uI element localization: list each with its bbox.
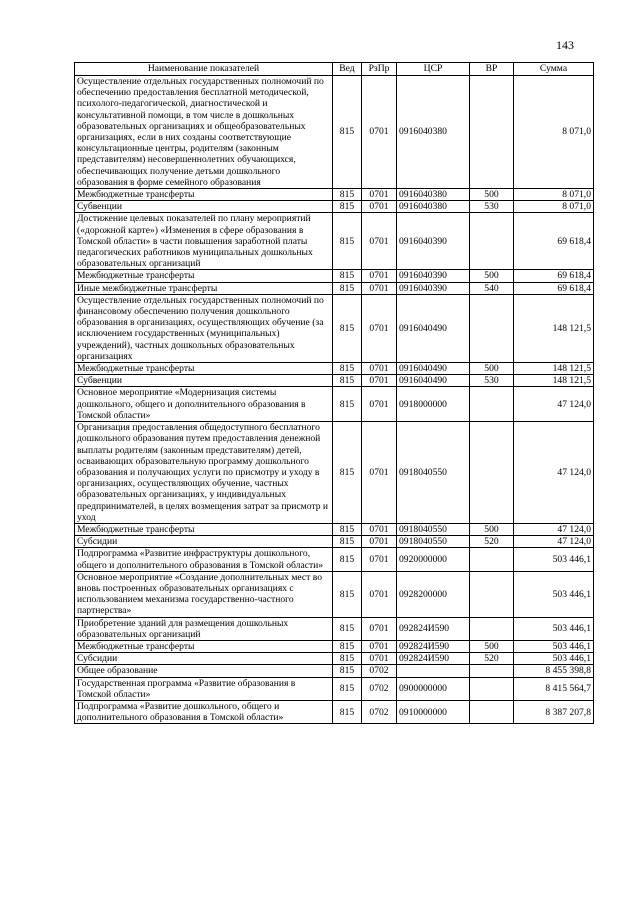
csr-cell: 0928200000 [397,571,470,617]
rzpr-cell: 0701 [362,571,397,617]
csr-cell: 0916040390 [397,282,470,294]
vr-cell: 500 [470,363,514,375]
table-row [75,375,594,387]
csr-cell: 0900000000 [397,677,470,700]
vr-cell: 520 [470,653,514,665]
vr-cell: 530 [470,375,514,387]
vr-cell: 530 [470,201,514,213]
csr-cell: 0916040490 [397,363,470,375]
table-header-row [75,63,594,76]
table-body [75,76,594,724]
sum-cell: 503 446,1 [514,571,594,617]
name-cell: Общее образование [75,665,333,677]
table-row [75,294,594,362]
ved-cell: 815 [333,76,362,189]
ved-cell: 815 [333,282,362,294]
name-cell: Субсидии [75,653,333,665]
vr-cell: 540 [470,282,514,294]
csr-cell: 0920000000 [397,548,470,571]
sum-cell: 148 121,5 [514,375,594,387]
sum-cell: 8 387 207,8 [514,700,594,723]
vr-cell [470,422,514,524]
rzpr-cell: 0701 [362,653,397,665]
sum-cell: 69 618,4 [514,270,594,282]
sum-cell: 148 121,5 [514,363,594,375]
rzpr-cell: 0701 [362,536,397,548]
sum-cell: 503 446,1 [514,617,594,640]
vr-cell [470,665,514,677]
rzpr-cell: 0701 [362,76,397,189]
table-row [75,653,594,665]
table-row [75,640,594,652]
csr-cell: 0918000000 [397,387,470,422]
header-name: Наименование показателей [75,63,333,76]
rzpr-cell: 0701 [362,617,397,640]
table-row [75,617,594,640]
sum-cell: 47 124,0 [514,387,594,422]
rzpr-cell: 0701 [362,375,397,387]
sum-cell: 69 618,4 [514,282,594,294]
rzpr-cell: 0702 [362,700,397,723]
table-row [75,213,594,270]
csr-cell: 0916040490 [397,294,470,362]
name-cell: Межбюджетные трансферты [75,270,333,282]
rzpr-cell: 0701 [362,282,397,294]
rzpr-cell: 0701 [362,363,397,375]
name-cell: Субсидии [75,536,333,548]
ved-cell: 815 [333,571,362,617]
table-row [75,571,594,617]
vr-cell [470,387,514,422]
name-cell: Подпрограмма «Развитие инфраструктуры дошкольного, общего и дополнительного образования в Томской области» [75,548,333,571]
header-csr: ЦСР [397,63,470,76]
vr-cell [470,76,514,189]
sum-cell: 148 121,5 [514,294,594,362]
name-cell: Межбюджетные трансферты [75,363,333,375]
rzpr-cell: 0701 [362,270,397,282]
budget-table [74,62,594,724]
name-cell: Межбюджетные трансферты [75,189,333,201]
table-row [75,76,594,189]
rzpr-cell: 0701 [362,213,397,270]
sum-cell: 503 446,1 [514,548,594,571]
ved-cell: 815 [333,375,362,387]
csr-cell: 0916040380 [397,76,470,189]
sum-cell: 8 415 564,7 [514,677,594,700]
name-cell: Субвенции [75,375,333,387]
csr-cell: 0918040550 [397,523,470,535]
name-cell: Субвенции [75,201,333,213]
header-ved: Вед [333,63,362,76]
table-row [75,201,594,213]
rzpr-cell: 0701 [362,387,397,422]
table-row [75,270,594,282]
ved-cell: 815 [333,653,362,665]
header-vr: ВР [470,63,514,76]
table-row [75,677,594,700]
sum-cell: 8 071,0 [514,201,594,213]
table-row [75,523,594,535]
ved-cell: 815 [333,363,362,375]
sum-cell: 503 446,1 [514,640,594,652]
rzpr-cell: 0701 [362,189,397,201]
ved-cell: 815 [333,270,362,282]
vr-cell [470,677,514,700]
ved-cell: 815 [333,422,362,524]
page-number: 143 [556,38,574,52]
csr-cell: 092824И590 [397,640,470,652]
table-row [75,363,594,375]
vr-cell [470,213,514,270]
ved-cell: 815 [333,201,362,213]
csr-cell [397,665,470,677]
rzpr-cell: 0702 [362,665,397,677]
name-cell: Основное мероприятие «Модернизация системы дошкольного, общего и дополнительного образования в Томской области» [75,387,333,422]
name-cell: Основное мероприятие «Создание дополнительных мест во вновь построенных образовательных организациях с использованием механизма государственно-частного партнерства» [75,571,333,617]
rzpr-cell: 0701 [362,294,397,362]
rzpr-cell: 0701 [362,201,397,213]
ved-cell: 815 [333,617,362,640]
vr-cell: 500 [470,270,514,282]
name-cell: Государственная программа «Развитие образования в Томской области» [75,677,333,700]
csr-cell: 092824И590 [397,653,470,665]
vr-cell [470,571,514,617]
ved-cell: 815 [333,387,362,422]
vr-cell: 500 [470,189,514,201]
sum-cell: 47 124,0 [514,536,594,548]
ved-cell: 815 [333,665,362,677]
sum-cell: 8 071,0 [514,76,594,189]
rzpr-cell: 0702 [362,677,397,700]
sum-cell: 47 124,0 [514,523,594,535]
vr-cell [470,294,514,362]
table-row [75,536,594,548]
name-cell: Приобретение зданий для размещения дошкольных образовательных организаций [75,617,333,640]
table-row [75,548,594,571]
rzpr-cell: 0701 [362,548,397,571]
rzpr-cell: 0701 [362,523,397,535]
csr-cell: 0910000000 [397,700,470,723]
rzpr-cell: 0701 [362,422,397,524]
ved-cell: 815 [333,294,362,362]
ved-cell: 815 [333,640,362,652]
name-cell: Подпрограмма «Развитие дошкольного, общего и дополнительного образования в Томской области» [75,700,333,723]
rzpr-cell: 0701 [362,640,397,652]
vr-cell [470,548,514,571]
sum-cell: 8 455 398,8 [514,665,594,677]
table-row [75,282,594,294]
table-row [75,387,594,422]
ved-cell: 815 [333,213,362,270]
table-row [75,700,594,723]
name-cell: Межбюджетные трансферты [75,523,333,535]
name-cell: Иные межбюджетные трансферты [75,282,333,294]
ved-cell: 815 [333,677,362,700]
name-cell: Осуществление отдельных государственных полномочий по обеспечению предоставления бесплатной методической, психолого-педагогической, диагностической и консультативной помощи, в том числе в дошкольных образовательных организациях и общеобразовательных организациях, если в них созданы соответствующие консультационные центры, родителям (законным представителям) несовершеннолетних обучающихся, обеспечивающих получение детьми дошкольного образования в форме семейного образования [75,76,333,189]
vr-cell [470,700,514,723]
table-row [75,422,594,524]
csr-cell: 0916040380 [397,201,470,213]
table-row [75,665,594,677]
ved-cell: 815 [333,700,362,723]
ved-cell: 815 [333,548,362,571]
csr-cell: 0916040390 [397,270,470,282]
csr-cell: 0916040380 [397,189,470,201]
csr-cell: 0918040550 [397,536,470,548]
header-sum: Сумма [514,63,594,76]
sum-cell: 69 618,4 [514,213,594,270]
name-cell: Осуществление отдельных государственных полномочий по финансовому обеспечению получения дошкольного образования в организациях, осуществляющих обучение (за исключением государственных (муниципальных) учреждений), частных дошкольных образовательных организациях [75,294,333,362]
vr-cell: 500 [470,523,514,535]
sum-cell: 8 071,0 [514,189,594,201]
csr-cell: 0916040390 [397,213,470,270]
ved-cell: 815 [333,523,362,535]
table-row [75,189,594,201]
sum-cell: 47 124,0 [514,422,594,524]
csr-cell: 0918040550 [397,422,470,524]
ved-cell: 815 [333,189,362,201]
name-cell: Достижение целевых показателей по плану мероприятий («дорожной карте») «Изменения в сфере образования в Томской области» в части повышения заработной платы педагогических работников муниципальных дошкольных образовательных организаций [75,213,333,270]
vr-cell: 520 [470,536,514,548]
vr-cell: 500 [470,640,514,652]
sum-cell: 503 446,1 [514,653,594,665]
vr-cell [470,617,514,640]
name-cell: Межбюджетные трансферты [75,640,333,652]
header-rzpr: РзПр [362,63,397,76]
csr-cell: 092824И590 [397,617,470,640]
ved-cell: 815 [333,536,362,548]
name-cell: Организация предоставления общедоступного бесплатного дошкольного образования путем предоставления денежной выплаты родителям (законным представителям) детей, осваивающих образовательную программу дошкольного образования и получающих услуги по присмотру и уходу в организациях, осуществляющих обучение, частных образовательных организациях, у индивидуальных предпринимателей, в целях возмещения затрат за присмотр и уход [75,422,333,524]
csr-cell: 0916040490 [397,375,470,387]
